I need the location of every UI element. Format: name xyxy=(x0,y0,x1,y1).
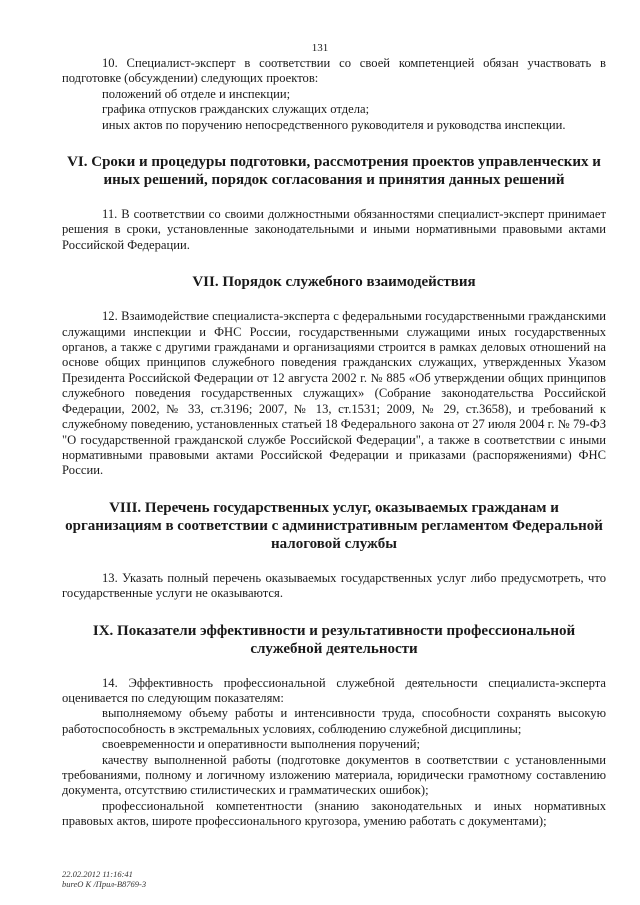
section-heading-8: VIII. Перечень государственных услуг, оказываемых гражданам и организациям в соответствии с административным регламентом Федеральной налоговой службы xyxy=(65,499,603,552)
list-item: своевременности и оперативности выполнения поручений; xyxy=(102,737,420,752)
section-heading-9: IX. Показатели эффективности и результативности профессиональной служебной деятельности xyxy=(92,622,576,657)
list-item: графика отпусков гражданских служащих отдела; xyxy=(102,102,370,117)
paragraph-10: 10. Специалист-эксперт в соответствии со своей компетенцией обязан участвовать в подготовке (обсуждении) следующих проектов: xyxy=(62,56,606,86)
document-footer xyxy=(62,869,146,889)
list-item: положений об отделе и инспекции; xyxy=(102,86,291,101)
section-heading-6: VI. Сроки и процедуры подготовки, рассмотрения проектов управленческих и иных решений, порядок согласования и принятия данных решений xyxy=(67,154,601,189)
list-item: выполняемому объему работы и интенсивности труда, способности сохранять высокую работоспособность в экстремальных условиях, соблюдению служебной дисциплины; xyxy=(62,706,606,736)
paragraph-11: 11. В соответствии со своими должностными обязанностями специалист-эксперт принимает решения в сроки, установленные законодательными и иными нормативными правовыми актами Российской Федерации. xyxy=(62,207,606,252)
list-item: профессиональной компетентности (знанию законодательных и иных нормативных правовых актов, широте профессионального кругозора, умению работать с документами); xyxy=(62,798,606,829)
section-heading-7: VII. Порядок служебного взаимодействия xyxy=(192,274,476,291)
list-item: иных актов по поручению непосредственного руководителя и руководства инспекции. xyxy=(102,117,566,132)
footer-timestamp: 22.02.2012 11:16:41 xyxy=(62,869,133,879)
paragraph-14: 14. Эффективность профессиональной служебной деятельности специалиста-эксперта оценивается по следующим показателям: xyxy=(62,675,606,705)
paragraph-13: 13. Указать полный перечень оказываемых государственных услуг либо предусмотреть, что государственные услуги не оказываются. xyxy=(62,570,606,601)
list-item: качеству выполненной работы (подготовке документов в соответствии с установленными требованиями, полному и логичному изложению материала, юридически грамотному составлению документа, отсутствию стилистических и грамматических ошибок); xyxy=(62,752,606,798)
page-number: 131 xyxy=(311,42,329,54)
document-body xyxy=(62,56,606,830)
paragraph-12: 12. Взаимодействие специалиста-эксперта с федеральными государственными гражданскими служащими инспекции и ФНС России, государственными служащими иных государственных органов, а также с другими гражданами и организациями строится в рамках деловых отношений на основе общих принципов служебного поведения гражданских служащих, утвержденных Указом Президента Российской Федерации от 12 августа 2002 г. № 885 «Об утверждении общих принципов служебного поведения государственных служащих» (Собрание законодательства Российской Федерации, 2002, № 33, ст.3196; 2007, № 13, ст.1531; 2009, № 29, ст.3658), и требований к служебному поведению, установленных статьей 18 Федерального закона от 27 июля 2004 г. № 79-ФЗ "О государственной гражданской службе Российской Федерации", а также в соответствии с иными нормативными правовыми актами Российской Федерации и приказами (распоряжениями) ФНС России. xyxy=(62,309,606,478)
footer-file-ref: bureO K /Прил-В8769-3 xyxy=(62,879,147,889)
